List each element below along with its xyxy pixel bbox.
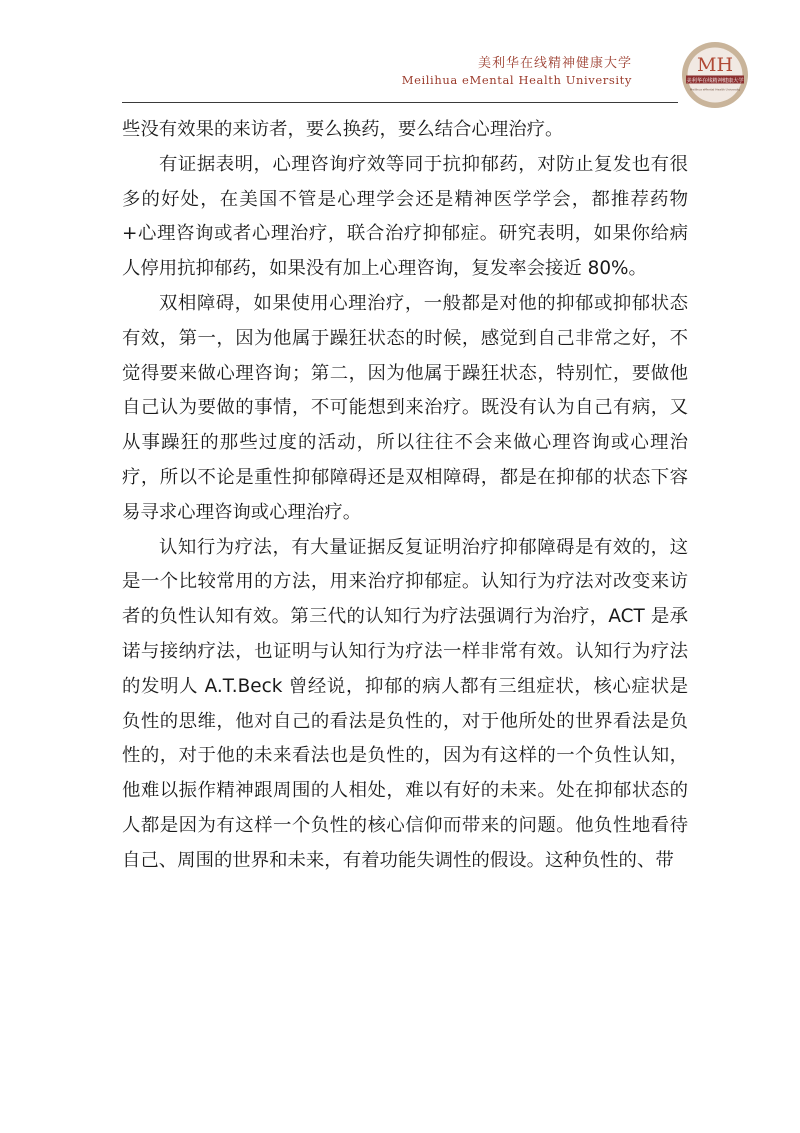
paragraph-bipolar: 双相障碍，如果使用心理治疗，一般都是对他的抑郁或抑郁状态有效，第一，因为他属于躁狂状态的时候，感觉到自己非常之好，不觉得要来做心理咨询；第二，因为他属于躁狂状态，特别忙，要做他自己认为要做的事情，不可能想到来治疗。既没有认为自己有病，又从事躁狂的那些过度的活动，所以往往不会来做心理咨询或心理治疗，所以不论是重性抑郁障碍还是双相障碍，都是在抑郁的状态下容易寻求心理咨询或心理治疗。 [122, 292, 688, 523]
logo-sub-text: Meilihua eMental Health University [689, 87, 741, 92]
logo-ribbon-text: 美利华在线精神健康大学 [686, 77, 744, 84]
university-name-chinese: 美利华在线精神健康大学 [477, 56, 632, 71]
header-divider [122, 102, 678, 103]
logo-monogram: MH [696, 54, 734, 76]
paragraph-evidence: 有证据表明，心理咨询疗效等同于抗抑郁药，对防止复发也有很多的好处，在美国不管是心理学会还是精神医学学会，都推荐药物+心理咨询或者心理治疗，联合治疗抑郁症。研究表明，如果你给病人停用抗抑郁药，如果没有加上心理咨询，复发率会接近 80%。 [122, 153, 688, 280]
university-name-english: Meilihua eMental Health University [401, 73, 632, 87]
paragraph-continuation: 些没有效果的来访者，要么换药，要么结合心理治疗。 [122, 119, 564, 140]
university-name-block [402, 56, 632, 88]
document-body [122, 113, 688, 879]
paragraph-cbt: 认知行为疗法，有大量证据反复证明治疗抑郁障碍是有效的，这是一个比较常用的方法，用来治疗抑郁症。认知行为疗法对改变来访者的负性认知有效。第三代的认知行为疗法强调行为治疗，ACT 是承诺与接纳疗法，也证明与认知行为疗法一样非常有效。认知行为疗法的发明人 A.T.Beck 曾经说，抑郁的病人都有三组症状，核心症状是负性的思维，他对自己的看法是负性的，对于他所处的世界看法是负性的，对于他的未来看法也是负性的，因为有这样的一个负性认知，他难以振作精神跟周围的人相处，难以有好的未来。处在抑郁状态的人都是因为有这样一个负性的核心信仰而带来的问题。他负性地看待自己、周围的世界和未来，有着功能失调性的假设。这种负性的、带 [122, 536, 688, 871]
page-header [0, 0, 800, 110]
university-logo [680, 40, 750, 110]
